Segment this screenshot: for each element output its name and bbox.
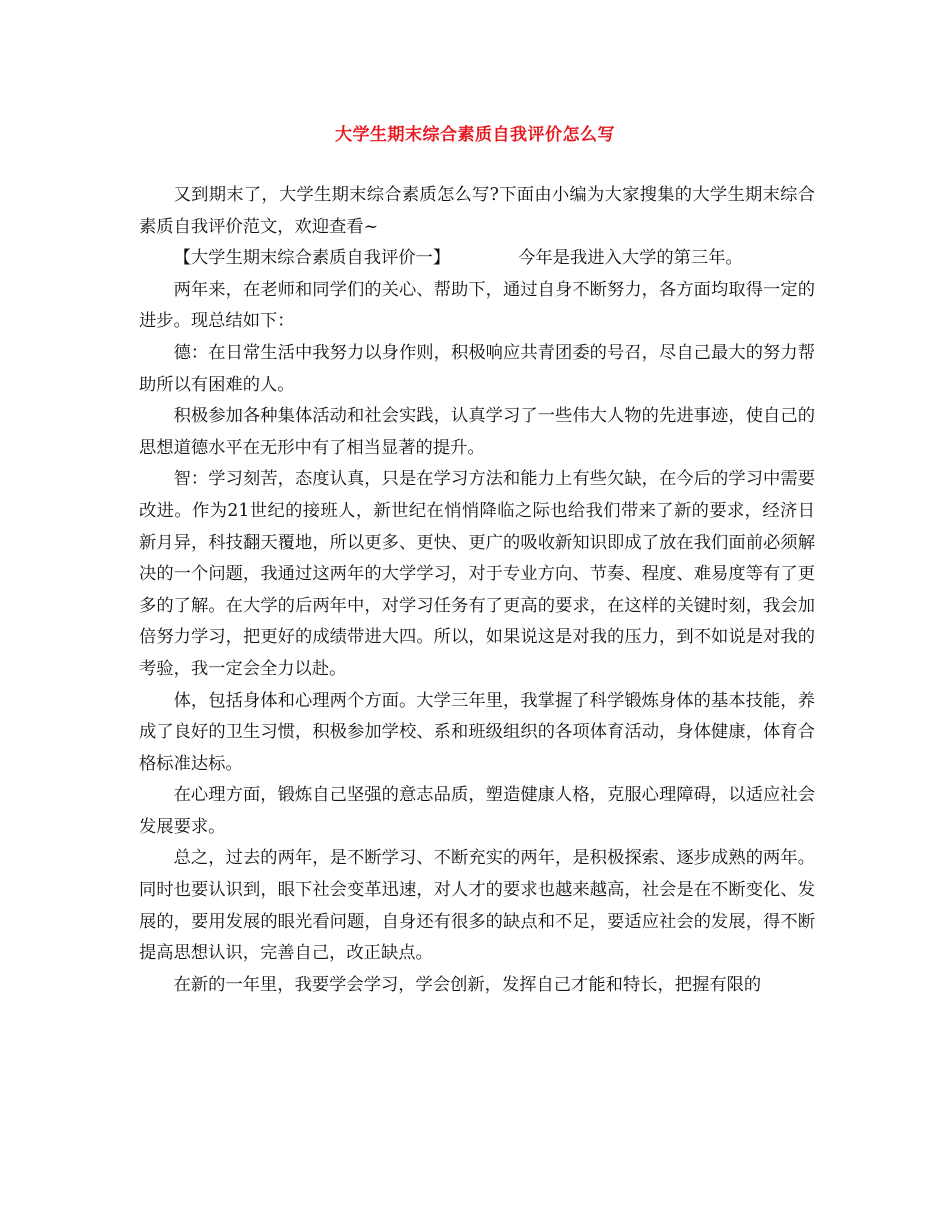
section-heading: 【大学生期末综合素质自我评价一】 [173, 248, 451, 269]
intro-paragraph: 又到期末了，大学生期末综合素质怎么写?下面由小编为大家搜集的大学生期末综合素质自我评价范文，欢迎查看~ [139, 185, 815, 237]
document-body [139, 180, 815, 1001]
section-heading-line [139, 243, 815, 275]
body-paragraph: 两年来，在老师和同学们的关心、帮助下，通过自身不断努力，各方面均取得一定的进步。现总结如下： [139, 279, 815, 332]
body-paragraph: 智：学习刻苦，态度认真，只是在学习方法和能力上有些欠缺，在今后的学习中需要改进。作为21世纪的接班人，新世纪在悄悄降临之际也给我们带来了新的要求，经济日新月异，科技翻天覆地，所以更多、更快、更广的吸收新知识即成了放在我们面前必须解决的一个问题，我通过这两年的大学学习，对于专业方向、节奏、程度、难易度等有了更多的了解。在大学的后两年中，对学习任务有了更高的要求，在这样的关键时刻，我会加倍努力学习，把更好的成绩带进大四。所以，如果说这是对我的压力，到不如说是对我的考验，我一定会全力以赴。 [139, 469, 815, 679]
body-paragraph: 德：在日常生活中我努力以身作则，积极响应共青团委的号召，尽自己最大的努力帮助所以有困难的人。 [139, 342, 815, 395]
body-paragraph: 总之，过去的两年，是不断学习、不断充实的两年，是积极探索、逐步成熟的两年。同时也要认识到，眼下社会变革迅速，对人才的要求也越来越高，社会是在不断变化、发展的，要用发展的眼光看问题，自身还有很多的缺点和不足，要适应社会的发展，得不断提高思想认识，完善自己，改正缺点。 [139, 848, 815, 964]
body-paragraph: 体，包括身体和心理两个方面。大学三年里，我掌握了科学锻炼身体的基本技能，养成了良好的卫生习惯，积极参加学校、系和班级组织的各项体育活动，身体健康，体育合格标准达标。 [139, 690, 815, 774]
body-paragraph: 积极参加各种集体活动和社会实践，认真学习了一些伟大人物的先进事迹，使自己的思想道德水平在无形中有了相当显著的提升。 [139, 406, 815, 458]
section-first-sentence: 今年是我进入大学的第三年。 [518, 248, 743, 269]
body-paragraph: 在心理方面，锻炼自己坚强的意志品质，塑造健康人格，克服心理障碍，以适应社会发展要求。 [139, 785, 815, 837]
body-paragraph: 在新的一年里，我要学会学习，学会创新，发挥自己才能和特长，把握有限的 [173, 974, 762, 995]
document-title: 大学生期末综合素质自我评价怎么写 [335, 125, 615, 145]
